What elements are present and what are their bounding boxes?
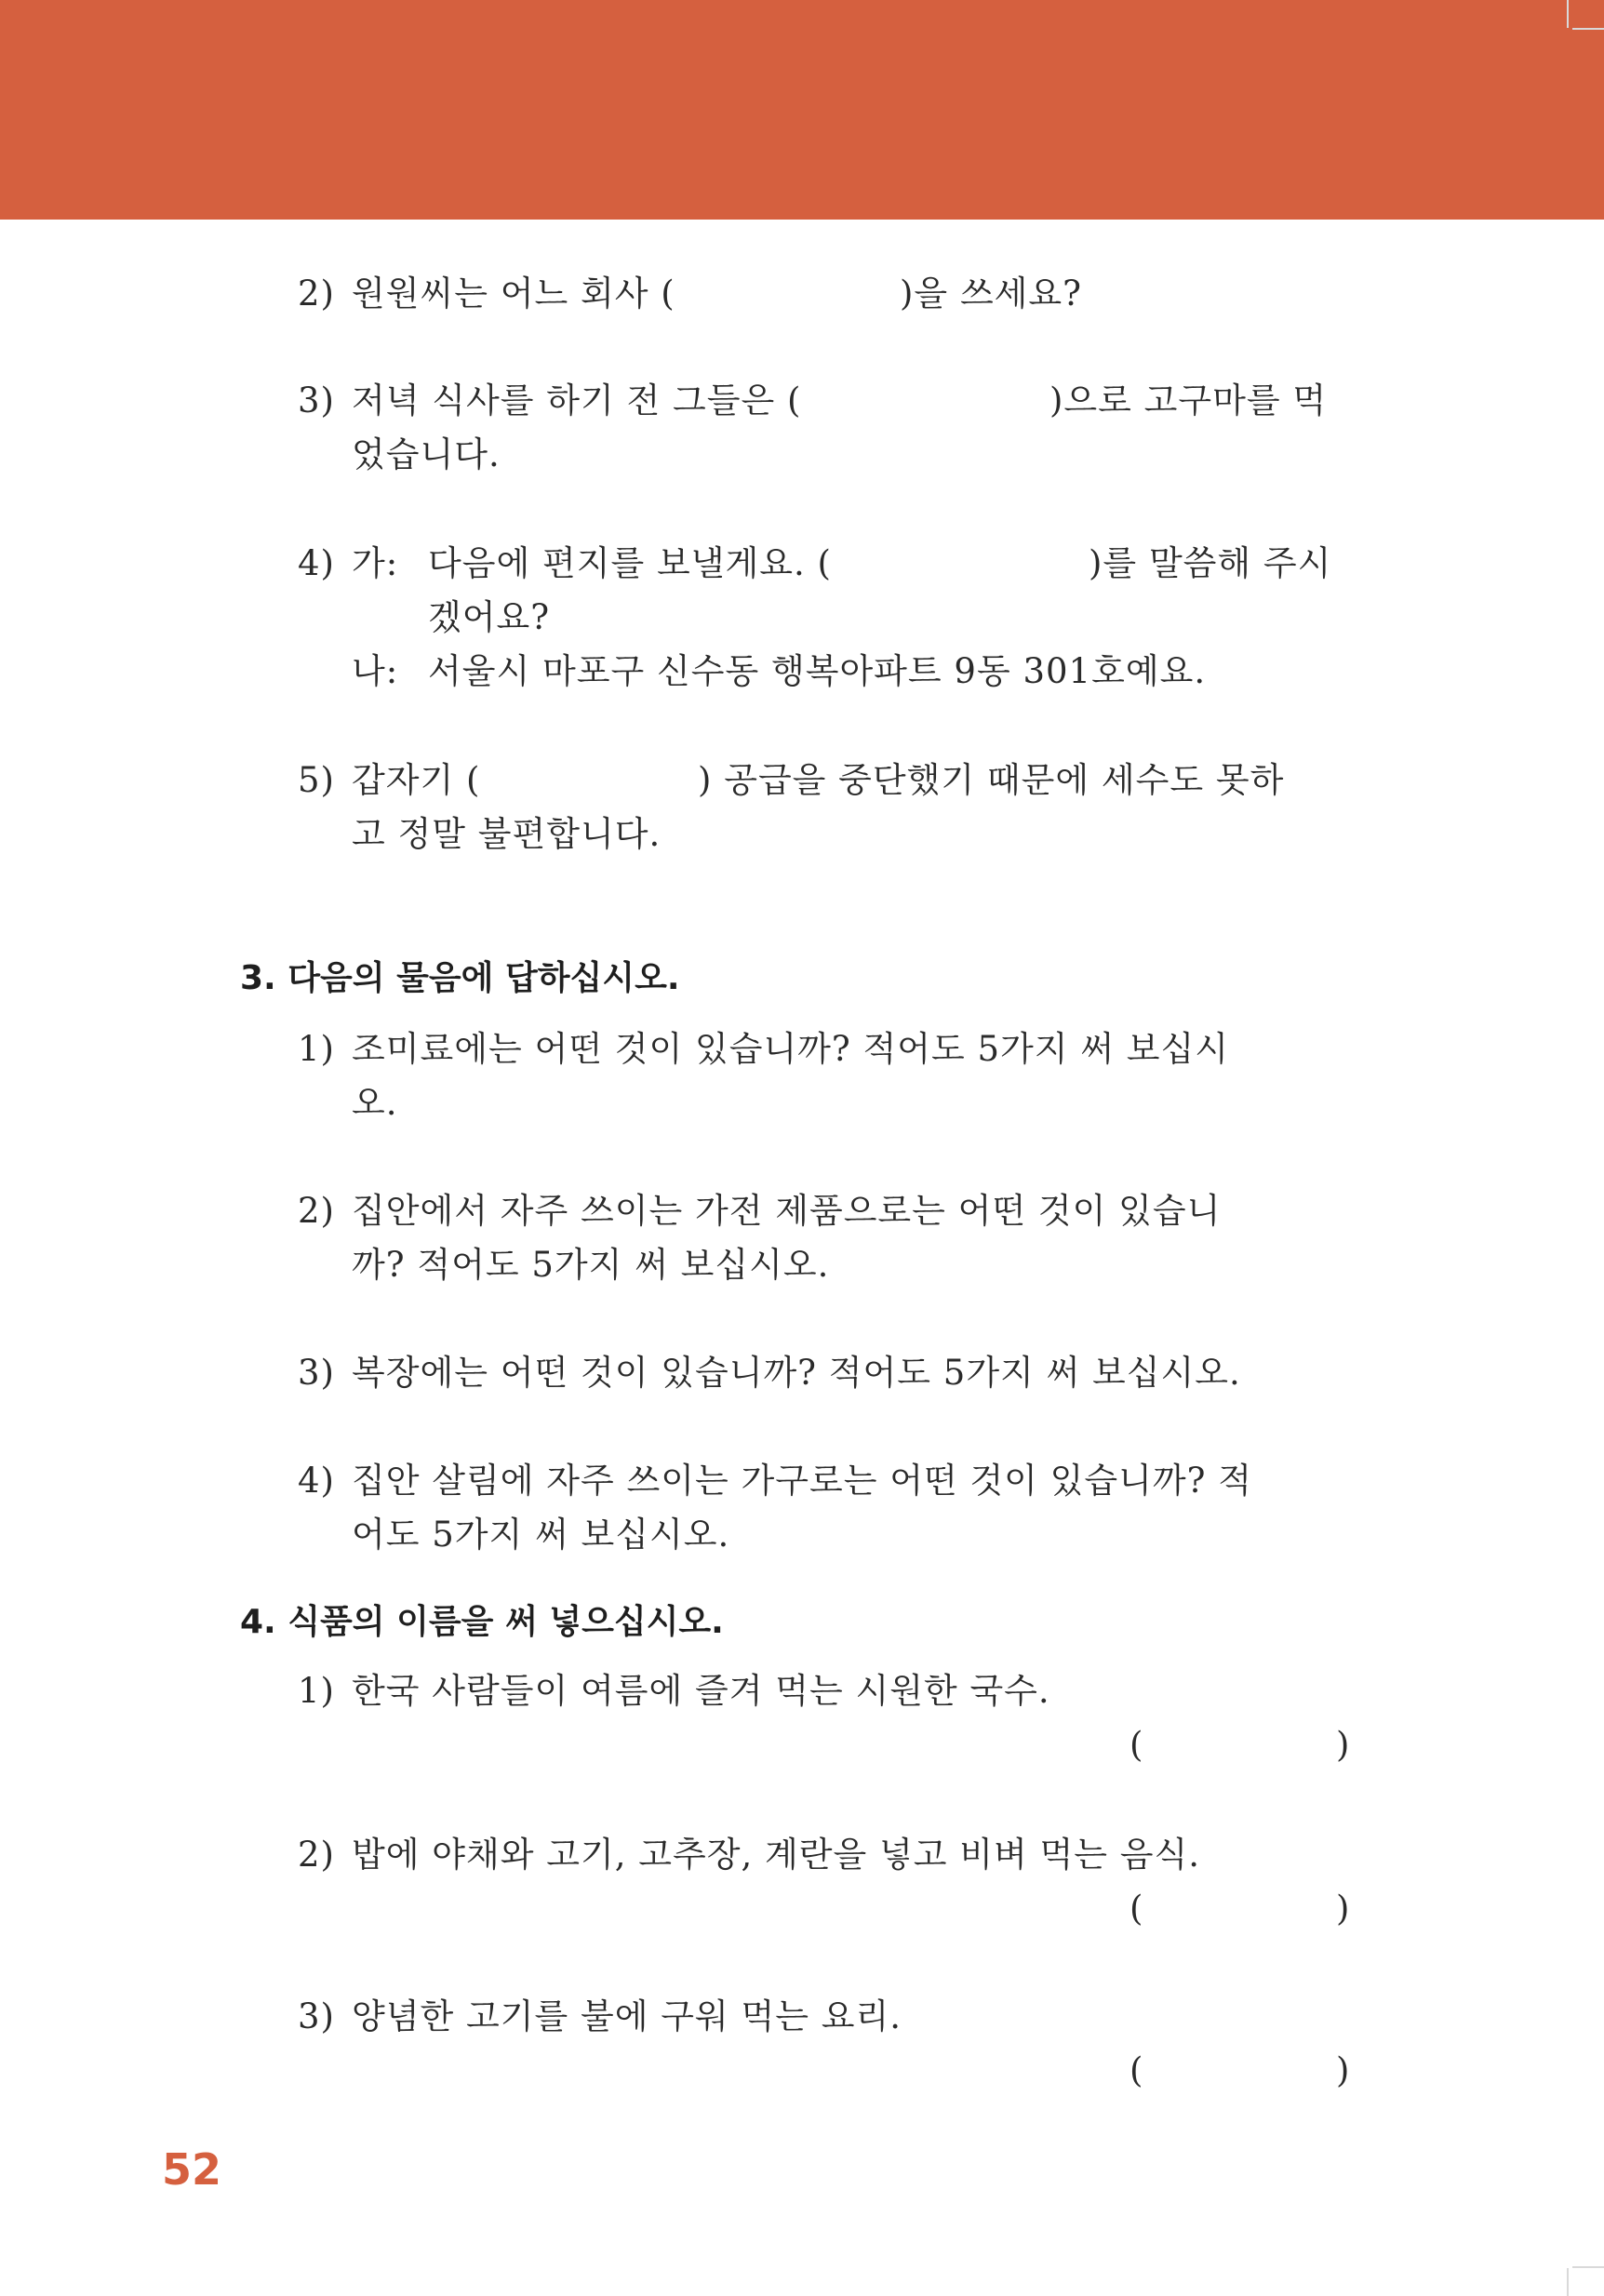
question-number: 2)	[298, 1835, 335, 1875]
question-number: 5)	[298, 760, 335, 800]
crop-mark	[1572, 28, 1604, 30]
question-number: 3)	[298, 380, 335, 420]
question-number: 1)	[298, 1671, 335, 1711]
open-paren: (	[1129, 1889, 1143, 1929]
question-number: 1)	[298, 1029, 335, 1069]
speaker-label: 가:	[352, 543, 399, 583]
speaker-label: 나:	[352, 651, 399, 691]
close-paren: )	[1336, 1889, 1350, 1929]
open-paren: (	[1129, 1725, 1143, 1765]
open-paren: (	[1129, 2050, 1143, 2090]
section-3-title: 3. 다음의 물음에 답하십시오.	[240, 959, 680, 997]
question-number: 2)	[298, 1191, 335, 1231]
page-number: 52	[162, 2144, 222, 2195]
question-number: 4)	[298, 1461, 335, 1501]
question-number: 3)	[298, 1996, 335, 2036]
close-paren: )	[1336, 2050, 1350, 2090]
question-number: 4)	[298, 543, 335, 583]
question-number: 2)	[298, 274, 335, 314]
header-band	[0, 0, 1604, 220]
crop-mark	[1567, 0, 1569, 28]
crop-mark	[1572, 2266, 1604, 2268]
section-4-title: 4. 식품의 이름을 써 넣으십시오.	[240, 1603, 724, 1641]
close-paren: )	[1336, 1725, 1350, 1765]
question-number: 3)	[298, 1353, 335, 1393]
crop-mark	[1567, 2268, 1569, 2296]
